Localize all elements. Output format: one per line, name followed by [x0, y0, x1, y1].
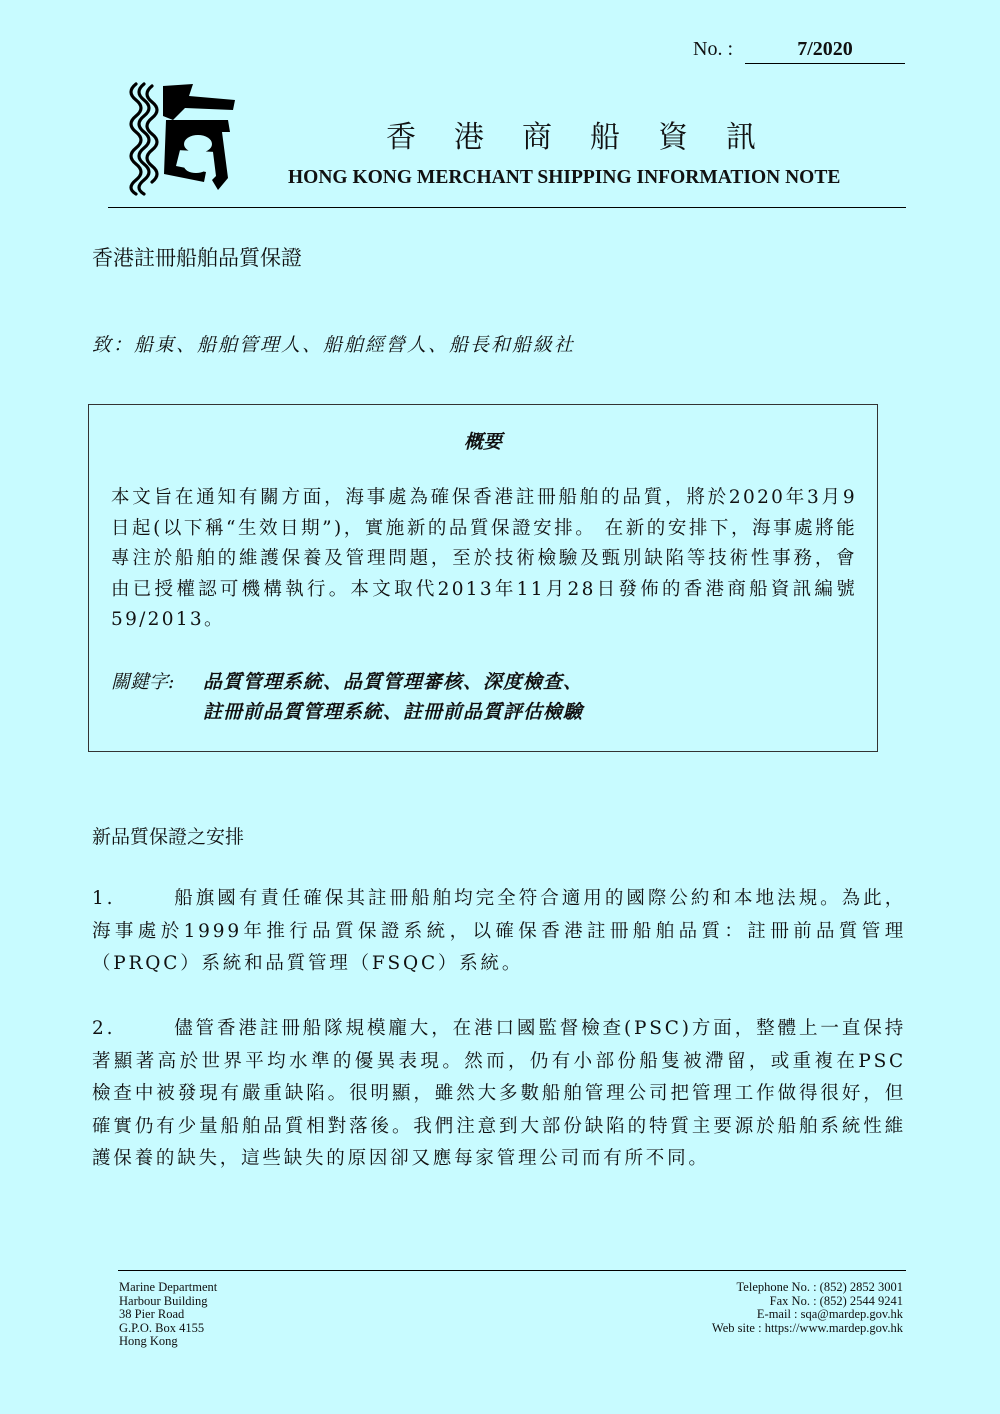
recipients-line: 致：船東、船舶管理人、船舶經營人、船長和船級社 — [92, 334, 576, 356]
website-link[interactable]: Web site : https://www.mardep.gov.hk — [711, 1320, 903, 1335]
telephone-line: Telephone No. : (852) 2852 3001 — [736, 1280, 903, 1294]
email-link[interactable]: E-mail : sqa@mardep.gov.hk — [756, 1307, 903, 1321]
summary-heading: 概要 — [463, 431, 502, 453]
address-line: Marine Department — [119, 1280, 218, 1294]
section-heading: 新品質保證之安排 — [92, 826, 245, 848]
footer-address — [119, 1281, 217, 1349]
footer-divider — [118, 1270, 906, 1271]
notice-number-label: No. : — [693, 38, 733, 60]
fax-line: Fax No. : (852) 2544 9241 — [769, 1293, 903, 1308]
marine-department-logo — [118, 78, 243, 196]
paragraph-2 — [92, 1013, 906, 1176]
notice-number: 7/2020 — [745, 38, 905, 64]
address-line: Harbour Building — [119, 1293, 208, 1308]
footer-contacts — [600, 1281, 903, 1335]
paragraph-text: 船旗國有責任確保其註冊船舶均完全符合適用的國際公約和本地法規。為此，海事處於1999年推行品質保證系統，以確保香港註冊船舶品質：註冊前品質管理（PRQC）系統和品質管理（FSQC）系統。 — [92, 888, 906, 974]
address-line: Hong Kong — [119, 1334, 178, 1348]
paragraph-number: 1. — [92, 888, 116, 909]
keywords-line-1: 品質管理系統、品質管理審核、深度檢查、 — [203, 671, 584, 693]
paragraph-text: 儘管香港註冊船隊規模龐大，在港口國監督檢查(PSC)方面，整體上一直保持著顯著高於世界平均水準的優異表現。然而，仍有小部份船隻被滯留，或重複在PSC檢查中被發現有嚴重缺陷。很明顯，雖然大多數船舶管理公司把管理工作做得很好，但確實仍有少量船舶品質相對落後。我們注意到大部份缺陷的特質主要源於船舶系統性維護保養的缺失，這些缺失的原因卻又應每家管理公司而有所不同。 — [92, 1018, 906, 1169]
keywords-label: 關鍵字: — [111, 671, 175, 693]
summary-text: 本文旨在通知有關方面，海事處為確保香港註冊船舶的品質，將於2020年3月9日起(以下稱“生效日期”)，實施新的品質保證安排。 在新的安排下，海事處將能專注於船舶的維護保養及管理問題，至於技術檢驗及甄別缺陷等技術性事務，會由已授權認可機構執行。本文取代2013年11月28日發佈的香港商船資訊編號 59/2013。 — [111, 487, 857, 630]
title-english: HONG KONG MERCHANT SHIPPING INFORMATION NOTE — [288, 167, 841, 188]
header-divider — [108, 207, 906, 208]
keywords-line-2: 註冊前品質管理系統、註冊前品質評估檢驗 — [203, 701, 584, 723]
address-line: 38 Pier Road — [119, 1307, 185, 1321]
paragraph-1 — [92, 883, 906, 981]
address-line: G.P.O. Box 4155 — [119, 1320, 205, 1335]
document-subject: 香港註冊船舶品質保證 — [92, 246, 302, 270]
summary-box — [88, 404, 878, 752]
title-chinese: 香港商船資訊 — [386, 120, 794, 155]
paragraph-number: 2. — [92, 1018, 116, 1039]
